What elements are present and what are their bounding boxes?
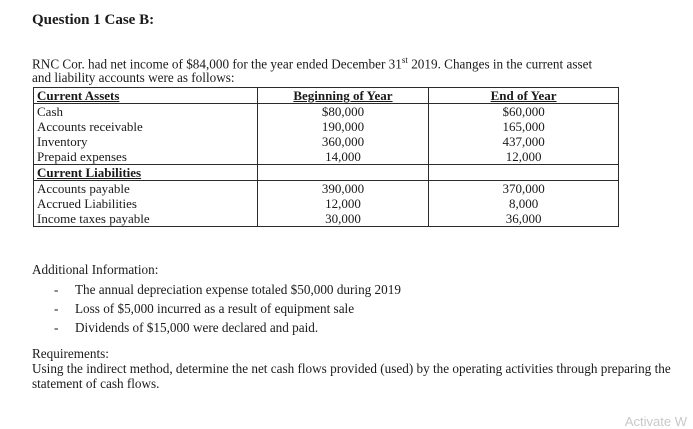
beginning-of-year-heading: Beginning of Year	[257, 88, 428, 104]
intro-line1-text: RNC Cor. had net income of $84,000 for the year ended December 31	[32, 56, 402, 72]
liability-end-cell	[429, 181, 619, 227]
balance-changes-table	[33, 87, 619, 227]
dash-bullet: -	[54, 301, 59, 316]
asset-end-value: 437,000	[502, 134, 545, 149]
asset-end-value: 12,000	[505, 149, 542, 164]
asset-name: Prepaid expenses	[37, 149, 127, 164]
asset-name: Cash	[37, 104, 63, 119]
list-item	[50, 280, 401, 299]
asset-name: Accounts receivable	[37, 119, 143, 134]
liability-begin-value: 390,000	[321, 181, 365, 196]
liability-name: Income taxes payable	[37, 211, 150, 226]
requirements-heading: Requirements:	[32, 346, 109, 361]
asset-begin-value: 360,000	[321, 134, 365, 149]
asset-names-cell	[34, 104, 258, 165]
intro-line2-text: and liability accounts were as follows:	[32, 70, 235, 86]
asset-begin-cell	[257, 104, 428, 165]
requirements-text: Using the indirect method, determine the net cash flows provided (used) by the operating activities through preparing the statement of cash flows.	[32, 361, 671, 391]
list-item-text: The annual depreciation expense totaled $50,000 during 2019	[75, 282, 401, 297]
asset-begin-value: 14,000	[325, 149, 361, 164]
list-item-text: Dividends of $15,000 were declared and paid.	[75, 320, 319, 335]
asset-end-value: 165,000	[502, 119, 545, 134]
liability-end-value: 370,000	[502, 181, 545, 196]
activate-windows-watermark: Activate W	[624, 414, 687, 429]
dash-bullet: -	[54, 282, 59, 297]
dash-bullet: -	[54, 320, 59, 335]
table-row-assets	[34, 104, 619, 165]
intro-line1-end: 2019. Changes in the current asset	[407, 56, 593, 72]
liability-end-value: 8,000	[508, 196, 539, 211]
table-row-liabilities-heading	[34, 165, 619, 181]
end-of-year-heading: End of Year	[429, 88, 619, 104]
empty-cell	[257, 165, 428, 181]
asset-begin-value: 190,000	[321, 119, 365, 134]
empty-cell	[429, 165, 619, 181]
asset-end-value: $60,000	[502, 104, 545, 119]
table-row-liabilities	[34, 181, 619, 227]
asset-end-cell	[429, 104, 619, 165]
liability-name: Accrued Liabilities	[37, 196, 137, 211]
asset-begin-value: $80,000	[321, 104, 365, 119]
current-assets-heading: Current Assets	[34, 88, 258, 104]
liability-begin-cell	[257, 181, 428, 227]
liability-begin-value: 30,000	[325, 211, 361, 226]
question-title: Question 1 Case B:	[32, 12, 155, 28]
table-header-row	[34, 88, 619, 104]
asset-name: Inventory	[37, 134, 88, 149]
liability-names-cell	[34, 181, 258, 227]
liability-end-value: 36,000	[505, 211, 542, 226]
ordinal-suffix: st	[401, 55, 408, 65]
current-liabilities-heading: Current Liabilities	[34, 165, 258, 181]
requirements-section	[32, 346, 682, 391]
list-item	[50, 318, 401, 337]
additional-info-heading: Additional Information:	[32, 262, 159, 277]
liability-name: Accounts payable	[37, 181, 130, 196]
additional-info-list	[50, 280, 401, 337]
list-item	[50, 299, 401, 318]
liability-begin-value: 12,000	[325, 196, 361, 211]
list-item-text: Loss of $5,000 incurred as a result of equipment sale	[75, 301, 355, 316]
intro-paragraph	[32, 53, 682, 85]
